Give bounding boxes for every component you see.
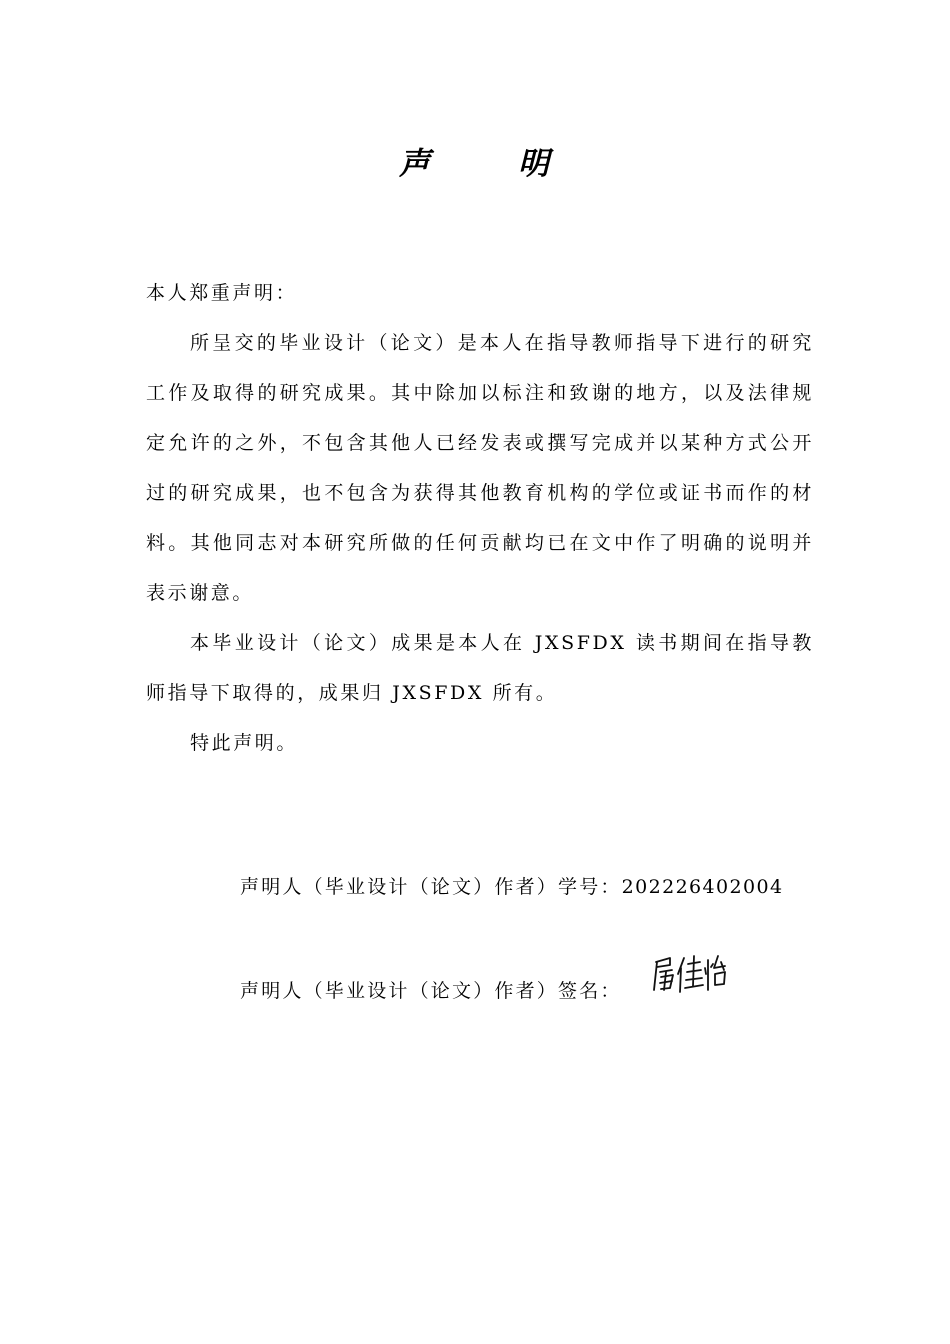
paragraph-originality: 所呈交的毕业设计（论文）是本人在指导教师指导下进行的研究工作及取得的研究成果。其中除加以标注和致谢的地方，以及法律规定允许的之外，不包含其他人已经发表或撰写完成并以某种方式公开过的研究成果，也不包含为获得其他教育机构的学位或证书而作的材料。其他同志对本研究所做的任何贡献均已在文中作了明确的说明并表示谢意。	[146, 332, 814, 604]
student-id-label: 声明人（毕业设计（论文）作者）学号：	[240, 876, 622, 898]
title-char-left: 声	[399, 146, 432, 182]
title-char-right: 明	[518, 146, 551, 182]
signature-label: 声明人（毕业设计（论文）作者）签名：	[240, 980, 622, 1002]
page-title	[0, 142, 950, 186]
declaration-body	[146, 268, 814, 768]
signature-line	[240, 976, 622, 1006]
handwritten-signature	[648, 950, 728, 998]
closing-line: 特此声明。	[190, 732, 299, 754]
paragraph-ownership: 本毕业设计（论文）成果是本人在 JXSFDX 读书期间在指导教师指导下取得的，成果归 JXSFDX 所有。	[146, 632, 814, 704]
greeting-line: 本人郑重声明：	[146, 282, 298, 304]
student-id-value: 202226402004	[621, 876, 784, 898]
student-id-line	[240, 872, 783, 902]
